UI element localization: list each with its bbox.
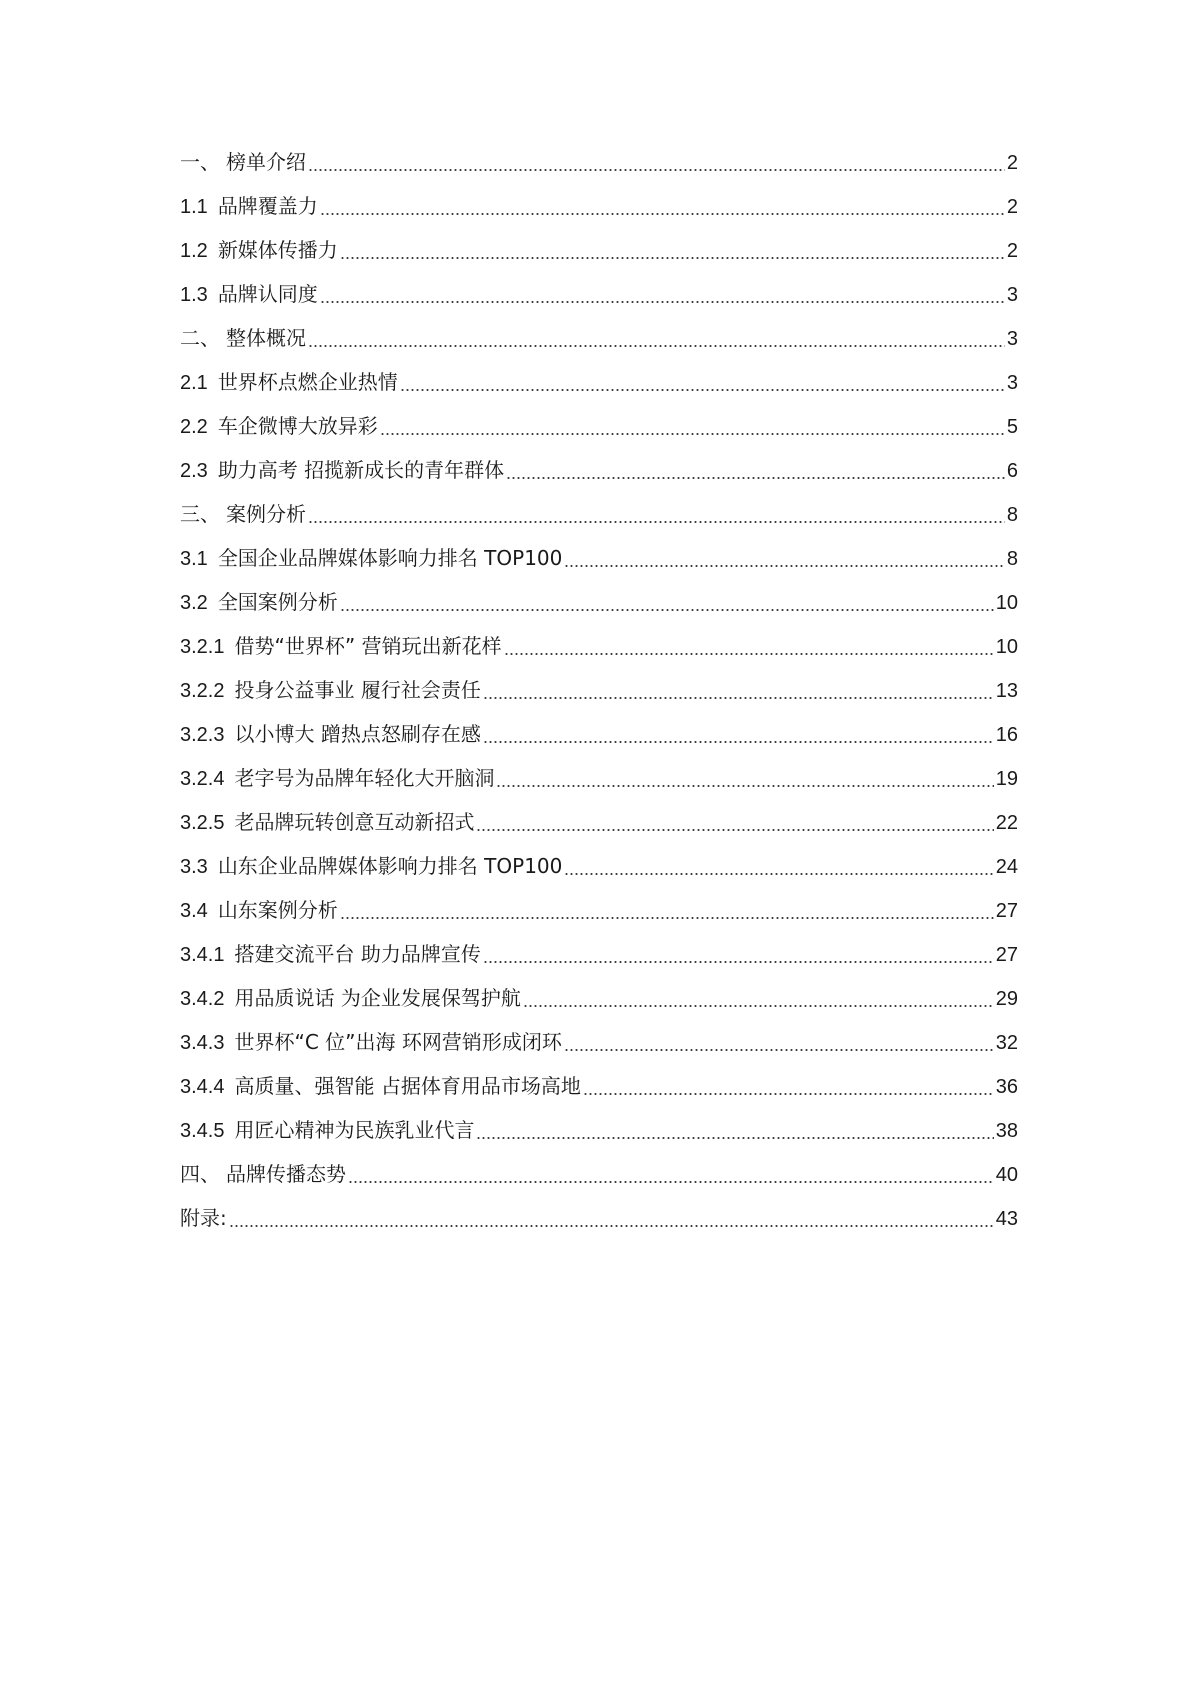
toc-dot-leader [476, 828, 993, 832]
toc-entry[interactable] [180, 536, 1018, 580]
toc-entry[interactable] [180, 756, 1018, 800]
toc-entry-page: 2 [1006, 152, 1018, 174]
toc-entry-title: 老字号为品牌年轻化大开脑洞 [234, 766, 495, 790]
toc-entry-title: 以小博大 蹭热点怒刷存在感 [234, 722, 481, 746]
toc-entry[interactable] [180, 844, 1018, 888]
toc-entry[interactable] [180, 932, 1018, 976]
toc-entry-title: 世界杯“C 位”出海 环网营销形成闭环 [234, 1030, 562, 1054]
toc-dot-leader [483, 740, 994, 744]
toc-dot-leader [564, 872, 993, 876]
toc-dot-leader [496, 784, 993, 788]
toc-entry-number: 3.3 [180, 856, 208, 878]
toc-entry[interactable] [180, 140, 1018, 184]
toc-entry-number: 三、 [180, 502, 220, 526]
toc-entry[interactable] [180, 668, 1018, 712]
toc-entry-title: 新媒体传播力 [217, 238, 338, 262]
toc-dot-leader [380, 432, 1005, 436]
toc-entry[interactable] [180, 712, 1018, 756]
toc-entry-number: 3.2 [180, 592, 208, 614]
toc-entry-title: 用品质说话 为企业发展保驾护航 [234, 986, 521, 1010]
toc-entry-appendix[interactable] [180, 1196, 1018, 1240]
toc-entry-page: 27 [995, 944, 1018, 966]
toc-entry-number: 1.3 [180, 284, 208, 306]
toc-entry[interactable] [180, 1152, 1018, 1196]
toc-entry-number: 3.4.2 [180, 988, 225, 1010]
toc-entry[interactable] [180, 800, 1018, 844]
toc-entry-number: 3.2.4 [180, 768, 225, 790]
toc-entry-page: 10 [995, 592, 1018, 614]
toc-entry-page: 19 [995, 768, 1018, 790]
toc-dot-leader [348, 1180, 994, 1184]
toc-entry-page: 38 [995, 1120, 1018, 1142]
toc-dot-leader [504, 652, 994, 656]
toc-entry-number: 二、 [180, 326, 220, 350]
toc-entry-number: 1.1 [180, 196, 208, 218]
toc-entry-number: 3.4.1 [180, 944, 225, 966]
toc-entry-page: 40 [995, 1164, 1018, 1186]
toc-entry-number: 3.2.2 [180, 680, 225, 702]
toc-entry-number: 2.3 [180, 460, 208, 482]
toc-entry-page: 29 [995, 988, 1018, 1010]
toc-entry[interactable] [180, 404, 1018, 448]
toc-entry[interactable] [180, 448, 1018, 492]
toc-entry-page: 3 [1006, 372, 1018, 394]
toc-dot-leader [308, 520, 1005, 524]
toc-entry[interactable] [180, 360, 1018, 404]
toc-entry-page: 13 [995, 680, 1018, 702]
toc-entry-title: 品牌覆盖力 [217, 194, 318, 218]
toc-entry-page: 43 [995, 1208, 1018, 1230]
toc-entry-page: 10 [995, 636, 1018, 658]
toc-entry-page: 16 [995, 724, 1018, 746]
toc-entry-number: 3.4.5 [180, 1120, 225, 1142]
table-of-contents [180, 140, 1018, 1240]
toc-entry-page: 3 [1006, 328, 1018, 350]
toc-entry[interactable] [180, 492, 1018, 536]
toc-entry-title: 山东企业品牌媒体影响力排名 TOP100 [217, 854, 563, 878]
toc-entry-title: 榜单介绍 [226, 150, 306, 174]
toc-entry-page: 36 [995, 1076, 1018, 1098]
toc-entry-page: 3 [1006, 284, 1018, 306]
toc-dot-leader [308, 168, 1005, 172]
toc-entry-page: 8 [1006, 504, 1018, 526]
toc-entry-title: 附录: [180, 1206, 227, 1230]
toc-entry[interactable] [180, 228, 1018, 272]
toc-entry-page: 2 [1006, 196, 1018, 218]
toc-entry-page: 8 [1006, 548, 1018, 570]
toc-entry-title: 品牌传播态势 [226, 1162, 346, 1186]
toc-entry[interactable] [180, 580, 1018, 624]
toc-entry[interactable] [180, 272, 1018, 316]
toc-entry[interactable] [180, 316, 1018, 360]
toc-entry-page: 32 [995, 1032, 1018, 1054]
toc-entry[interactable] [180, 888, 1018, 932]
toc-entry-page: 6 [1006, 460, 1018, 482]
toc-dot-leader [340, 256, 1005, 260]
toc-dot-leader [229, 1224, 994, 1228]
toc-dot-leader [320, 300, 1005, 304]
toc-entry-title: 世界杯点燃企业热情 [217, 370, 398, 394]
toc-entry-page: 2 [1006, 240, 1018, 262]
toc-dot-leader [483, 960, 994, 964]
toc-dot-leader [564, 564, 1005, 568]
toc-entry-page: 5 [1006, 416, 1018, 438]
toc-dot-leader [523, 1004, 994, 1008]
toc-entry[interactable] [180, 1020, 1018, 1064]
toc-entry-number: 3.1 [180, 548, 208, 570]
toc-entry-title: 老品牌玩转创意互动新招式 [234, 810, 475, 834]
toc-entry[interactable] [180, 1064, 1018, 1108]
toc-dot-leader [476, 1136, 993, 1140]
toc-entry-number: 3.2.5 [180, 812, 225, 834]
toc-dot-leader [564, 1048, 994, 1052]
toc-entry-title: 高质量、强智能 占据体育用品市场高地 [234, 1074, 581, 1098]
toc-dot-leader [400, 388, 1005, 392]
toc-entry-number: 3.2.1 [180, 636, 225, 658]
toc-entry-number: 一、 [180, 150, 220, 174]
toc-entry-title: 品牌认同度 [217, 282, 318, 306]
toc-entry-title: 助力高考 招揽新成长的青年群体 [217, 458, 505, 482]
toc-entry-page: 27 [995, 900, 1018, 922]
toc-entry[interactable] [180, 624, 1018, 668]
toc-entry-title: 山东案例分析 [217, 898, 338, 922]
toc-entry-title: 案例分析 [226, 502, 306, 526]
toc-entry-number: 四、 [180, 1162, 220, 1186]
toc-dot-leader [320, 212, 1005, 216]
toc-entry-title: 全国案例分析 [217, 590, 338, 614]
toc-entry-title: 投身公益事业 履行社会责任 [234, 678, 481, 702]
toc-entry-number: 3.4.4 [180, 1076, 225, 1098]
toc-entry-number: 3.4 [180, 900, 208, 922]
toc-dot-leader [340, 916, 994, 920]
toc-entry-title: 整体概况 [226, 326, 306, 350]
toc-entry-title: 搭建交流平台 助力品牌宣传 [234, 942, 481, 966]
toc-entry-title: 用匠心精神为民族乳业代言 [234, 1118, 475, 1142]
toc-entry-number: 1.2 [180, 240, 208, 262]
toc-dot-leader [340, 608, 994, 612]
toc-entry[interactable] [180, 184, 1018, 228]
toc-entry-number: 2.1 [180, 372, 208, 394]
toc-entry[interactable] [180, 976, 1018, 1020]
toc-dot-leader [483, 696, 994, 700]
toc-entry-title: 全国企业品牌媒体影响力排名 TOP100 [217, 546, 563, 570]
toc-entry-number: 3.4.3 [180, 1032, 225, 1054]
toc-entry-title: 借势“世界杯” 营销玩出新花样 [234, 634, 502, 658]
toc-entry-title: 车企微博大放异彩 [217, 414, 378, 438]
toc-entry-number: 3.2.3 [180, 724, 225, 746]
toc-entry-number: 2.2 [180, 416, 208, 438]
toc-dot-leader [308, 344, 1005, 348]
toc-entry[interactable] [180, 1108, 1018, 1152]
toc-entry-page: 24 [995, 856, 1018, 878]
toc-entry-page: 22 [995, 812, 1018, 834]
toc-dot-leader [506, 476, 1005, 480]
toc-dot-leader [583, 1092, 994, 1096]
